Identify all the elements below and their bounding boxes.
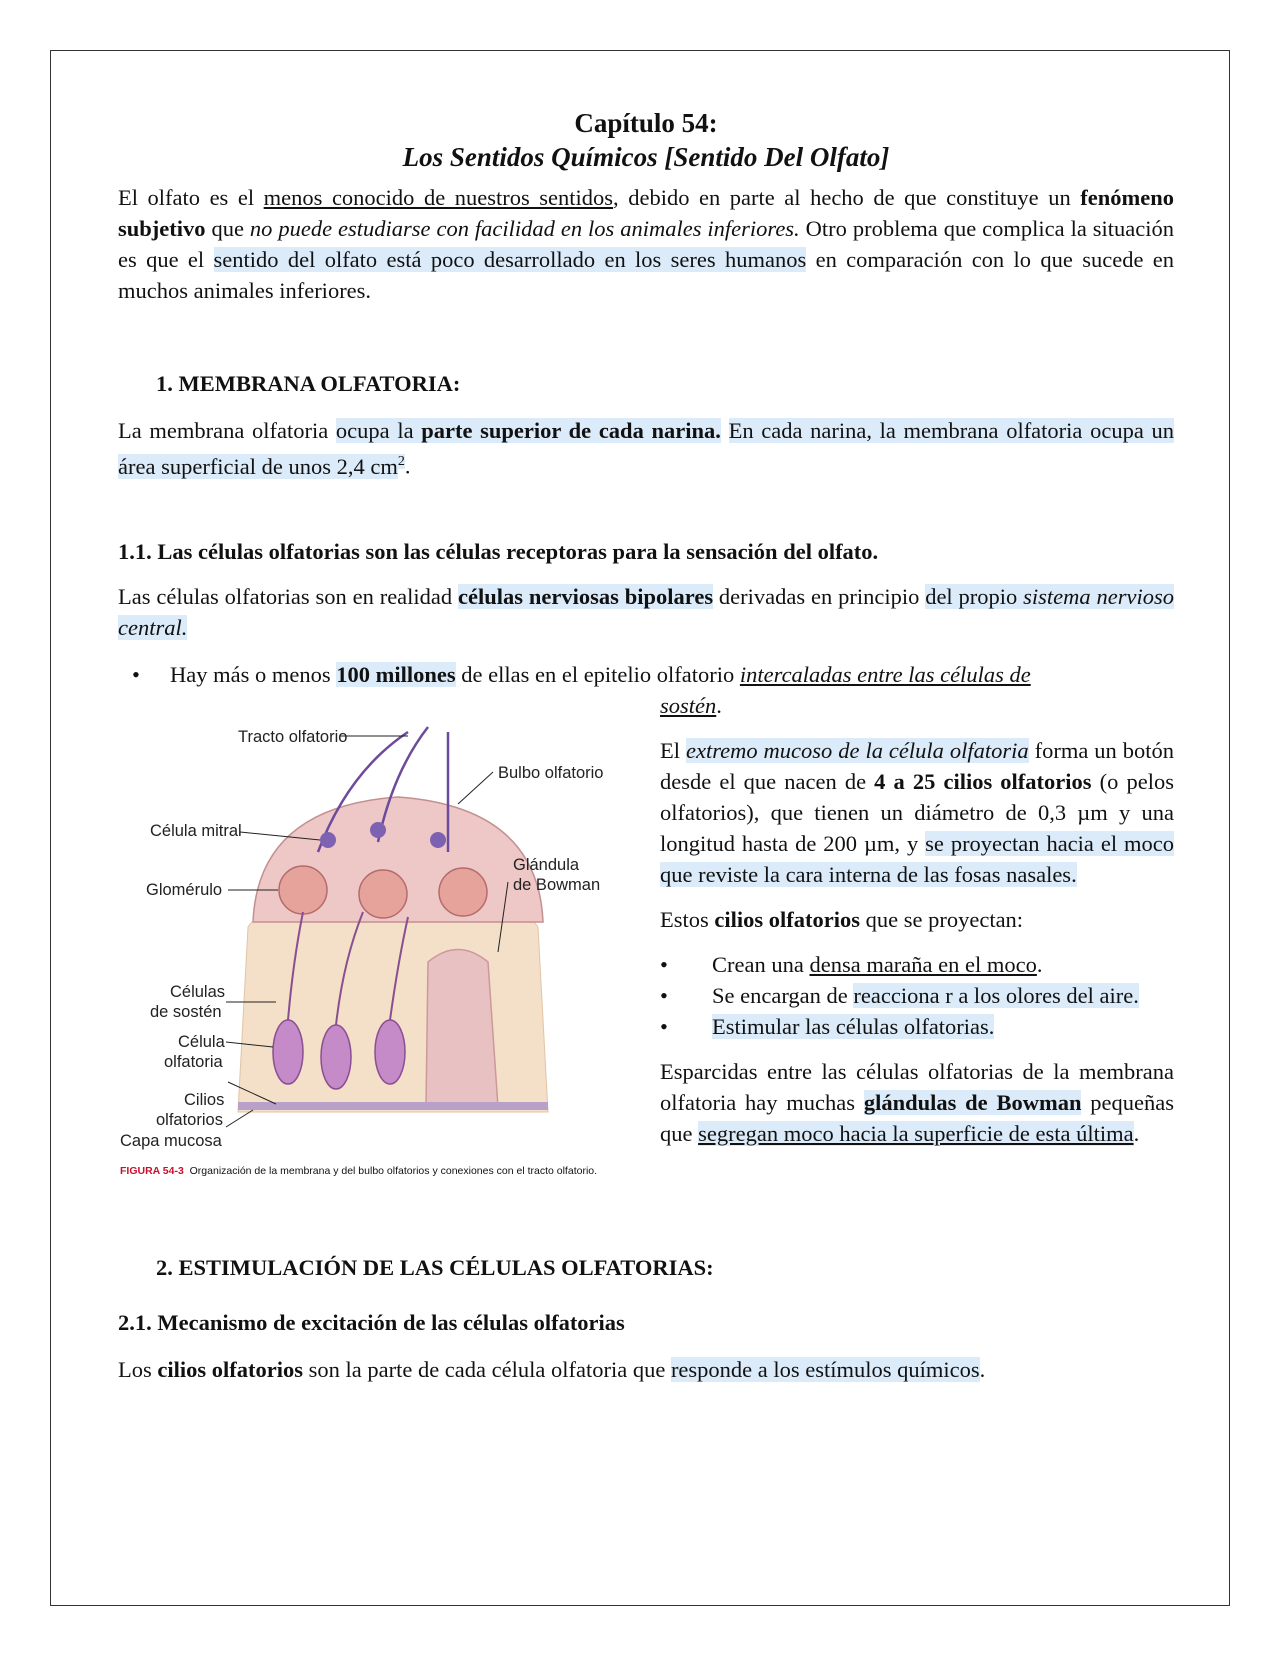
label-sosten-2: de sostén [150,1002,222,1021]
section-2-1-paragraph: Los cilios olfatorios son la parte de cada célula olfatoria que responde a los estímulos químicos. [118,1356,986,1382]
figure-caption: FIGURA 54-3 Organización de la membrana y del bulbo olfatorios y conexiones con el tracto olfatorio. [120,1164,598,1177]
bullet-dot-icon: • [660,1013,668,1039]
label-mitral: Célula mitral [150,821,242,840]
bullet-dot-icon: • [660,982,668,1008]
label-sosten-1: Células [170,982,226,1001]
document-content [118,106,1174,1385]
section-1-heading: 1. MEMBRANA OLFATORIA: [156,371,461,396]
list-item: • Crean una densa maraña en el moco. [660,949,1174,980]
intro-paragraph: El olfato es el menos conocido de nuestros sentidos, debido en parte al hecho de que constituye un fenómeno subjetivo que no puede estudiarse con facilidad en los animales inferiores. Otro problema que complica la situación es que el sentido del olfato está poco desarrollado en los seres humanos en comparación con lo que sucede en muchos animales inferiores. [118,185,1175,303]
bowman-paragraph: Esparcidas entre las células olfatorias de la membrana olfatoria hay muchas glándulas de Bowman pequeñas que segregan moco hacia la superficie de esta última. [660,1058,1174,1146]
list-item: • Se encargan de reacciona r a los olores del aire. [660,980,1174,1011]
section-1-1-heading: 1.1. Las células olfatorias son las células receptoras para la sensación del olfato. [118,538,879,564]
label-glandula-1: Glándula [513,855,580,874]
section-1-1-paragraph: Las células olfatorias son en realidad células nerviosas bipolares derivadas en principio del propio sistema nervioso central. [118,583,1174,640]
estos-cilios-paragraph: Estos cilios olfatorios que se proyectan: [660,906,1024,932]
cilios-list [660,949,1174,1042]
sosten-line: sostén. [660,692,722,718]
label-cilios-1: Cilios [184,1090,225,1109]
figure-and-text-region [118,690,1174,1230]
olfactory-diagram [108,712,628,1182]
label-glandula-2: de Bowman [513,875,601,894]
section-1-paragraph: La membrana olfatoria ocupa la parte superior de cada narina. En cada narina, la membrana olfatoria ocupa un área superficial de unos 2,4 $cm^2$. [118,418,1174,479]
bullet-dot-icon: • [660,951,668,977]
label-celula-1: Célula [178,1032,225,1051]
label-celula-2: olfatoria [164,1052,223,1071]
olfactory-figure [108,712,628,1182]
section-2-heading: 2. ESTIMULACIÓN DE LAS CÉLULAS OLFATORIAS: [156,1254,714,1280]
label-cilios-2: olfatorios [156,1110,223,1129]
label-capa: Capa mucosa [120,1131,222,1150]
bullet-100-millones: • Hay más o menos 100 millones de ellas en el epitelio olfatorio intercaladas entre las células de [118,659,1174,690]
bullet-dot-icon: • [132,661,140,687]
label-tracto: Tracto olfatorio [238,727,348,746]
list-item: • Estimular las células olfatorias. [660,1011,1174,1042]
page-title: Capítulo 54: [574,108,718,138]
label-bulbo: Bulbo olfatorio [498,763,604,782]
page-subtitle: Los Sentidos Químicos [Sentido Del Olfato] [402,142,890,172]
section-2-1-heading: 2.1. Mecanismo de excitación de las células olfatorias [118,1309,625,1335]
cilios-paragraph: El extremo mucoso de la célula olfatoria forma un botón desde el que nacen de 4 a 25 cilios olfatorios (o pelos olfatorios), que tienen un diámetro de 0,3 µm y una longitud hasta de 200 µm, y se proyectan hacia el moco que reviste la cara interna de las fosas nasales. [660,737,1174,887]
right-column [660,690,1174,1149]
label-glomerulo: Glomérulo [146,880,223,899]
